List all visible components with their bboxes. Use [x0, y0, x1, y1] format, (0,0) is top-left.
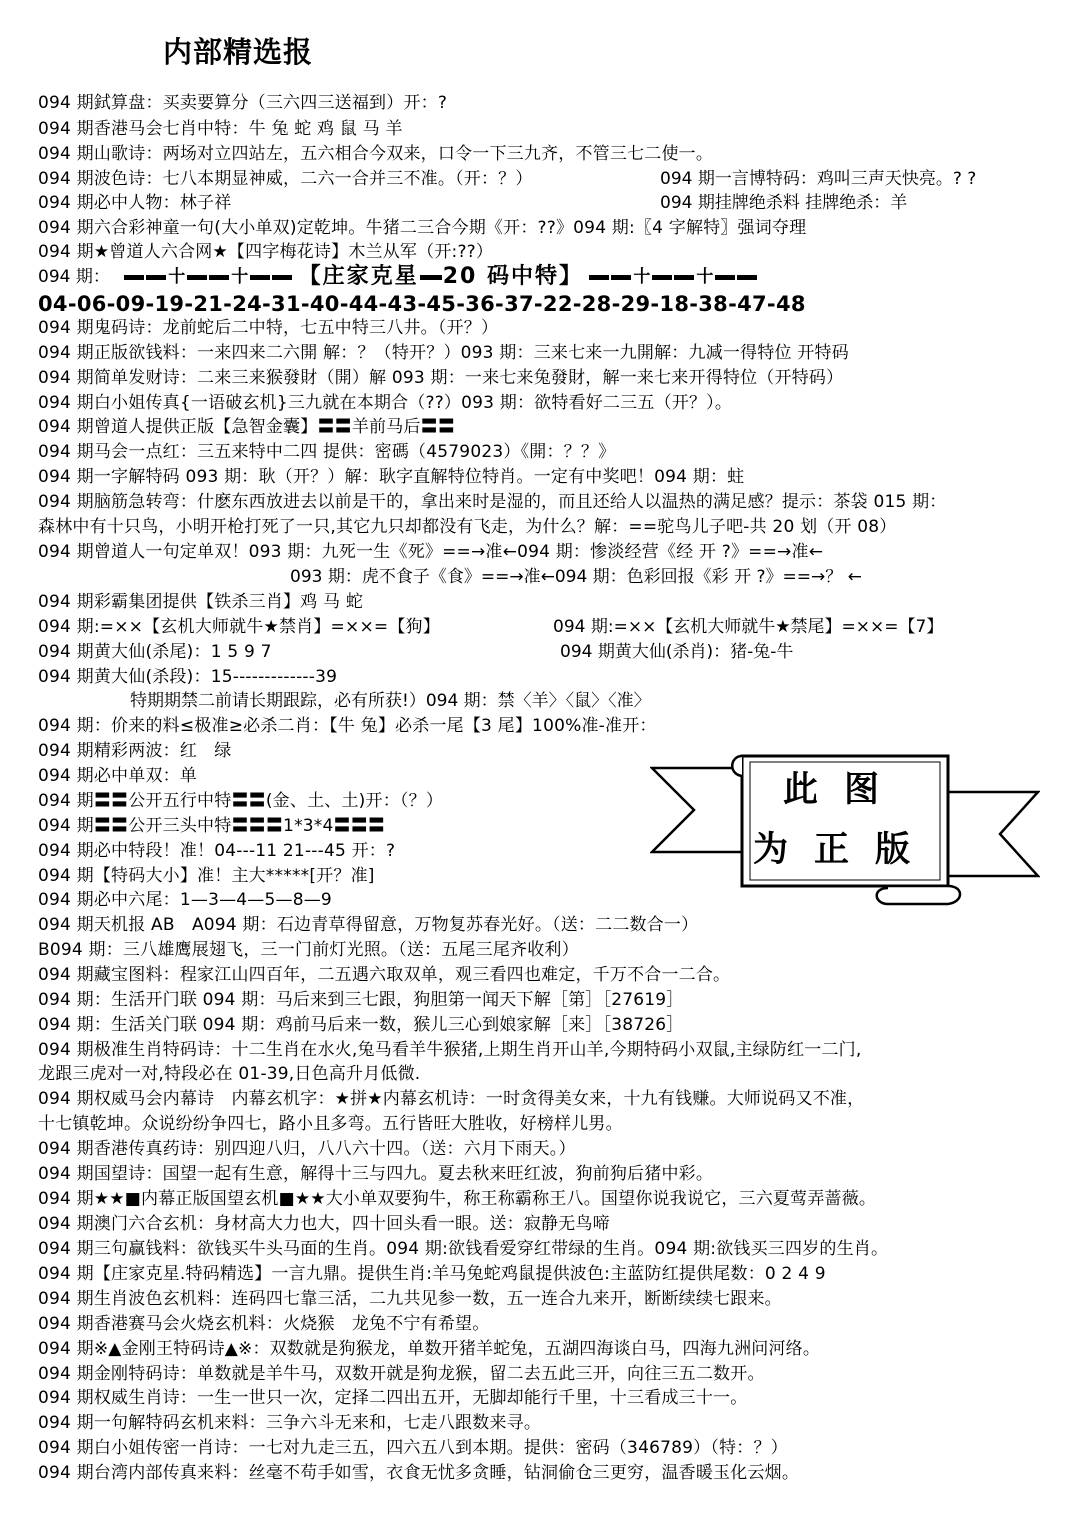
text-line: 094 期一句解特码玄机来料：三争六斗无来和，七走八跟数来寻。 [38, 1413, 542, 1433]
text-line: 094 期★★■内幕正版国望玄机■★★大小单双要狗牛，称王称霸称王八。国望你说我说它，三六夏莺弄蔷薇。 [38, 1189, 877, 1209]
text-line: 094 期极准生肖特码诗：十二生肖在水火,兔马看羊牛猴猪,上期生肖开山羊,今期特码小双鼠,主绿防红一二门, [38, 1040, 862, 1060]
banner-decor-right: 十 十 [588, 267, 758, 287]
text-line: 094 期波色诗：七八本期显神威，二六一合并三不准。（开：？） [38, 169, 533, 189]
banner-line [38, 264, 758, 290]
banner-text-2: 20 码中特】 [442, 264, 583, 289]
text-line: 094 期金刚特码诗：单数就是羊牛马，双数开就是狗龙猴，留二去五此三开，向往三五二数开。 [38, 1364, 765, 1384]
text-line: 094 期曾道人提供正版【急智金囊】〓〓羊前马后〓〓 [38, 417, 456, 437]
text-line: 094 期马会一点红：三五来特中二四 提供：密碼（4579023）《開：？？》 [38, 442, 616, 462]
text-line: 094 期简单发财诗：二来三来猴發財（開）解 093 期：一来七来兔發財，解一来七来开得特位（开特码） [38, 368, 844, 388]
text-line: 094 期澳门六合玄机：身材高大力也大，四十回头看一眼。送：寂静无鸟啼 [38, 1214, 610, 1234]
text-line: 094 期正版欲钱料：一来四来二六開 解：？（特开？）093 期：三来七来一九開解：九减一得特位 开特码 [38, 343, 849, 363]
text-line: 094 期:=××【玄机大师就牛★禁肖】=××=【狗】 [38, 617, 440, 637]
text-line: 094 期精彩两波：红 绿 [38, 741, 232, 761]
text-line: 094 期必中特段！准！04---11 21---45 开：? [38, 841, 396, 861]
text-line: 094 期香港传真药诗：别四迎八归，八八六十四。（送：六月下雨天。） [38, 1139, 576, 1159]
text-line: 十七镇乾坤。众说纷纷争四七，路小且多弯。五行皆旺大胜收，好榜样儿男。 [38, 1114, 623, 1134]
banner-text: 【庄家克星 [298, 264, 419, 289]
text-line: 094 期黄大仙(杀段)：15-------------39 [38, 667, 338, 687]
text-line: 094 期三句赢钱料：欲钱买牛头马面的生肖。094 期:欲钱看爱穿红带绿的生肖。094 期:欲钱买三四岁的生肖。 [38, 1239, 889, 1259]
text-line: 094 期※▲金刚王特码诗▲※：双数就是狗猴龙，单数开猪羊蛇兔，五湖四海谈白马，四海九洲问河络。 [38, 1339, 821, 1359]
text-line: 094 期【特码大小】准！主大*****[开？准] [38, 866, 375, 886]
text-line: 094 期必中单双：单 [38, 766, 198, 786]
text-line: 094 期：生活关门联 094 期：鸡前马后来一数，猴儿三心到娘家解［来］［38726］ [38, 1015, 684, 1035]
text-line: 094 期【庄家克星.特码精选】一言九鼎。提供生肖:羊马兔蛇鸡鼠提供波色:主蓝防红提供尾数：0 2 4 9 [38, 1264, 826, 1284]
text-line: 094 期：价来的料≤极准≥必杀二肖：【牛 兔】必杀一尾【3 尾】100%准-准开： [38, 716, 657, 736]
page-title: 内部精选报 [163, 35, 314, 69]
text-line: 094 期鉽算盘：买卖要算分（三六四三送福到）开：? [38, 93, 448, 113]
text-line: 094 期国望诗：国望一起有生意，解得十三与四九。夏去秋来旺红波，狗前狗后猪中彩。 [38, 1164, 714, 1184]
text-line: 094 期山歌诗：两场对立四站左，五六相合今双来，口令一下三九齐，不管三七二使一。 [38, 144, 714, 164]
banner-prefix: 094 期： [38, 267, 110, 287]
text-line: 094 期白小姐传真{一语破玄机}三九就在本期合（??）093 期：欲特看好二三五（开？）。 [38, 393, 733, 413]
seal-text-bottom: 为正版 [753, 830, 937, 870]
text-line: 094 期白小姐传密一肖诗：一七对九走三五，四六五八到本期。提供：密码（346789）（特：？） [38, 1438, 788, 1458]
text-line: 龙跟三虎对一对,特段必在 01-39,日色高升月低微. [38, 1064, 421, 1084]
text-line-indent: 特期期禁二前请长期跟踪，必有所获!）094 期：禁〈羊〉〈鼠〉〈准〉 [130, 691, 651, 711]
text-line: 094 期鬼码诗：龙前蛇后二中特，七五中特三八井。（开？） [38, 318, 499, 338]
text-line: 094 期★曾道人六合网★【四字梅花诗】木兰从军（开:??） [38, 242, 494, 262]
text-line: 094 期一字解特码 093 期：耿（开？）解：耿字直解特位特肖。一定有中奖吧！094 期：蛀 [38, 467, 745, 487]
text-line: 094 期生肖波色玄机料：连码四七靠三活，二九共见参一数，五一连合九来开，断断续续七跟来。 [38, 1289, 782, 1309]
text-line: 094 期天机报 AB A094 期：石边青草得留意，万物复苏春光好。（送：二二数合一） [38, 915, 699, 935]
authentic-seal-scroll [650, 750, 1040, 910]
seal-text-top: 此图 [783, 770, 906, 810]
text-line: 094 期彩霸集团提供【铁杀三肖】鸡 马 蛇 [38, 592, 364, 612]
text-line: 094 期脑筋急转弯：什麽东西放进去以前是干的，拿出来时是湿的，而且还给人以温热的满足感？提示：茶袋 015 期： [38, 492, 947, 512]
text-line-right: 094 期黄大仙(杀肖)：猪-兔-牛 [560, 642, 794, 662]
text-line: 094 期香港马会七肖中特：牛 兔 蛇 鸡 鼠 马 羊 [38, 119, 403, 139]
text-line: 094 期〓〓公开三头中特〓〓〓1*3*4〓〓〓 [38, 816, 386, 836]
text-line: 094 期：生活开门联 094 期：马后来到三七跟，狗胆第一闻天下解［第］［27619］ [38, 990, 684, 1010]
text-line: 094 期香港赛马会火烧玄机料：火烧猴 龙兔不宁有希望。 [38, 1314, 490, 1334]
banner-decor-left: 十 十 [123, 267, 298, 287]
text-line-indent: 093 期：虎不食子《食》==→准←094 期：色彩回报《彩 开 ?》==→？ ← [290, 567, 862, 587]
text-line: 森林中有十只鸟，小明开枪打死了一只,其它九只却都没有飞走，为什么？解：==驼鸟儿子吧-共 20 划（开 08） [38, 517, 897, 537]
text-line: 094 期权威马会内幕诗 内幕玄机字：★拼★内幕玄机诗：一时贪得美女来，十九有钱赚。大师说码又不准， [38, 1089, 865, 1109]
text-line: B094 期：三八雄鹰展翅飞，三一门前灯光照。（送：五尾三尾齐收利） [38, 940, 579, 960]
text-line: 094 期〓〓公开五行中特〓〓(金、土、土)开：（？） [38, 791, 444, 811]
text-line: 094 期必中人物：林子祥 [38, 193, 232, 213]
text-line: 094 期台湾内部传真来料：丝毫不苟手如雪，衣食无忧多贪睡，钻洞偷仓三更穷，温香暖玉化云烟。 [38, 1463, 800, 1483]
text-line-right: 094 期:=××【玄机大师就牛★禁尾】=××=【7】 [553, 617, 944, 637]
text-line: 094 期黄大仙(杀尾)：1 5 9 7 [38, 642, 272, 662]
text-line: 094 期六合彩神童一句(大小单双)定乾坤。牛猪二三合今期《开：??》094 期:〖4 字解特〗强词夺理 [38, 218, 807, 238]
text-line: 094 期曾道人一句定单双！093 期：九死一生《死》==→准←094 期：惨淡经营《经 开 ?》==→准← [38, 542, 824, 562]
text-line-right: 094 期挂牌绝杀料 挂牌绝杀：羊 [660, 193, 908, 213]
text-line: 094 期藏宝图料：程家江山四百年，二五遇六取双单，观三看四也难定，千万不合一二合。 [38, 965, 731, 985]
text-line: 094 期权威生肖诗：一生一世只一次，定择二四出五开，无脚却能行千里，十三看成三十一。 [38, 1388, 748, 1408]
numbers-line: 04-06-09-19-21-24-31-40-44-43-45-36-37-22-28-29-18-38-47-48 [38, 292, 806, 316]
text-line: 094 期必中六尾：1—3—4—5—8—9 [38, 890, 332, 910]
text-line-right: 094 期一言博特码：鸡叫三声天快亮。? ? [660, 169, 977, 189]
